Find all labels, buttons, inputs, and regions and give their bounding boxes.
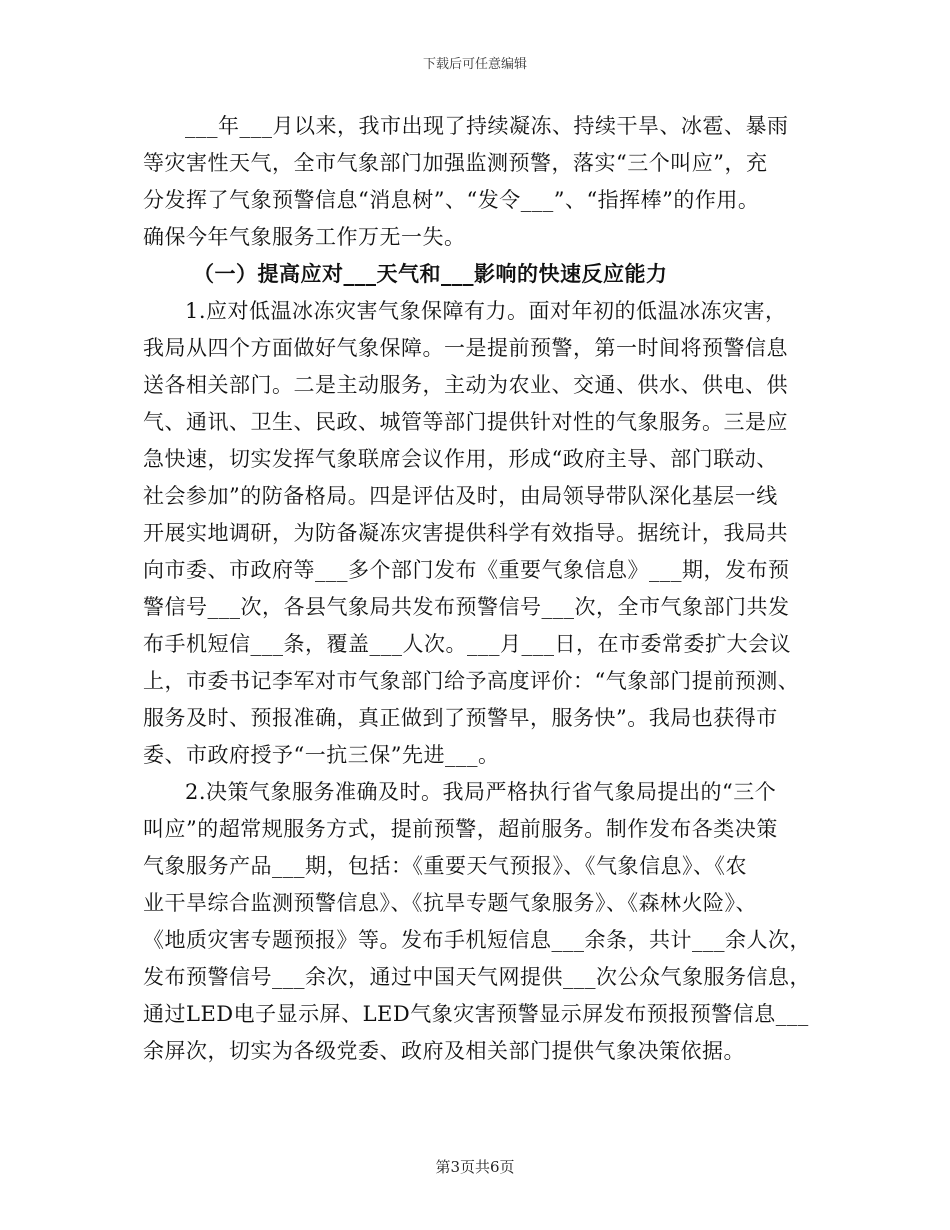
- text-line: 通过LED电子显示屏、LED气象灾害预警显示屏发布预报预警信息___: [143, 1002, 809, 1026]
- text-line: 余屏次，切实为各级党委、政府及相关部门提供气象决策依据。: [143, 1039, 745, 1063]
- text-line: 气、通讯、卫生、民政、城管等部门提供针对性的气象服务。三是应: [143, 410, 788, 434]
- document-body: [143, 110, 815, 1072]
- text-line: 急快速，切实发挥气象联席会议作用，形成“政府主导、部门联动、: [143, 447, 778, 471]
- text-line: 业干旱综合监测预警信息》、《抗旱专题气象服务》、《森林火险》、: [143, 891, 757, 915]
- text-line: 1.应对低温冰冻灾害气象保障有力。面对年初的低温冰冻灾害，: [185, 299, 787, 323]
- text-line: 确保今年气象服务工作万无一失。: [143, 225, 466, 249]
- section-heading: （一）提高应对___天气和___影响的快速反应能力: [193, 261, 668, 286]
- text-line: 警信号___次，各县气象局共发布预警信号___次，全市气象部门共发: [143, 595, 790, 619]
- text-line: 叫应”的超常规服务方式，提前预警，超前服务。制作发布各类决策: [143, 817, 778, 841]
- text-line: 分发挥了气象预警信息“消息树”、“发令___”、“指挥棒”的作用。: [143, 188, 760, 212]
- text-line: 气象服务产品___期，包括：《重要天气预报》、《气象信息》、《农: [143, 854, 747, 878]
- text-line: 送各相关部门。二是主动服务，主动为农业、交通、供水、供电、供: [143, 373, 788, 397]
- text-line: 布手机短信___条，覆盖___人次。___月___日，在市委常委扩大会议: [143, 632, 791, 656]
- text-line: 社会参加”的防备格局。四是评估及时，由局领导带队深化基层一线: [143, 484, 778, 508]
- page-header: 下载后可任意编辑: [422, 57, 527, 72]
- text-line: ___年___月以来，我市出现了持续凝冻、持续干旱、冰雹、暴雨: [185, 114, 789, 138]
- text-line: 《地质灾害专题预报》等。发布手机短信息___余条，共计___余人次，: [143, 928, 811, 952]
- text-line: 等灾害性天气，全市气象部门加强监测预警，落实“三个叫应”，充: [143, 151, 768, 175]
- text-line: 上，市委书记李军对市气象部门给予高度评价：“气象部门提前预测、: [143, 669, 800, 693]
- text-line: 我局从四个方面做好气象保障。一是提前预警，第一时间将预警信息: [143, 336, 788, 360]
- text-line: 开展实地调研，为防备凝冻灾害提供科学有效指导。据统计，我局共: [143, 521, 788, 545]
- page-footer: 第3页共6页: [435, 1158, 515, 1176]
- text-line: 发布预警信号___余次，通过中国天气网提供___次公众气象服务信息，: [143, 965, 811, 989]
- text-line: 委、市政府授予“一抗三保”先进___。: [143, 743, 500, 767]
- text-line: 2.决策气象服务准确及时。我局严格执行省气象局提出的“三个: [185, 780, 777, 804]
- text-line: 向市委、市政府等___多个部门发布《重要气象信息》___期，发布预: [143, 558, 790, 582]
- text-line: 服务及时、预报准确，真正做到了预警早，服务快”。我局也获得市: [143, 706, 778, 730]
